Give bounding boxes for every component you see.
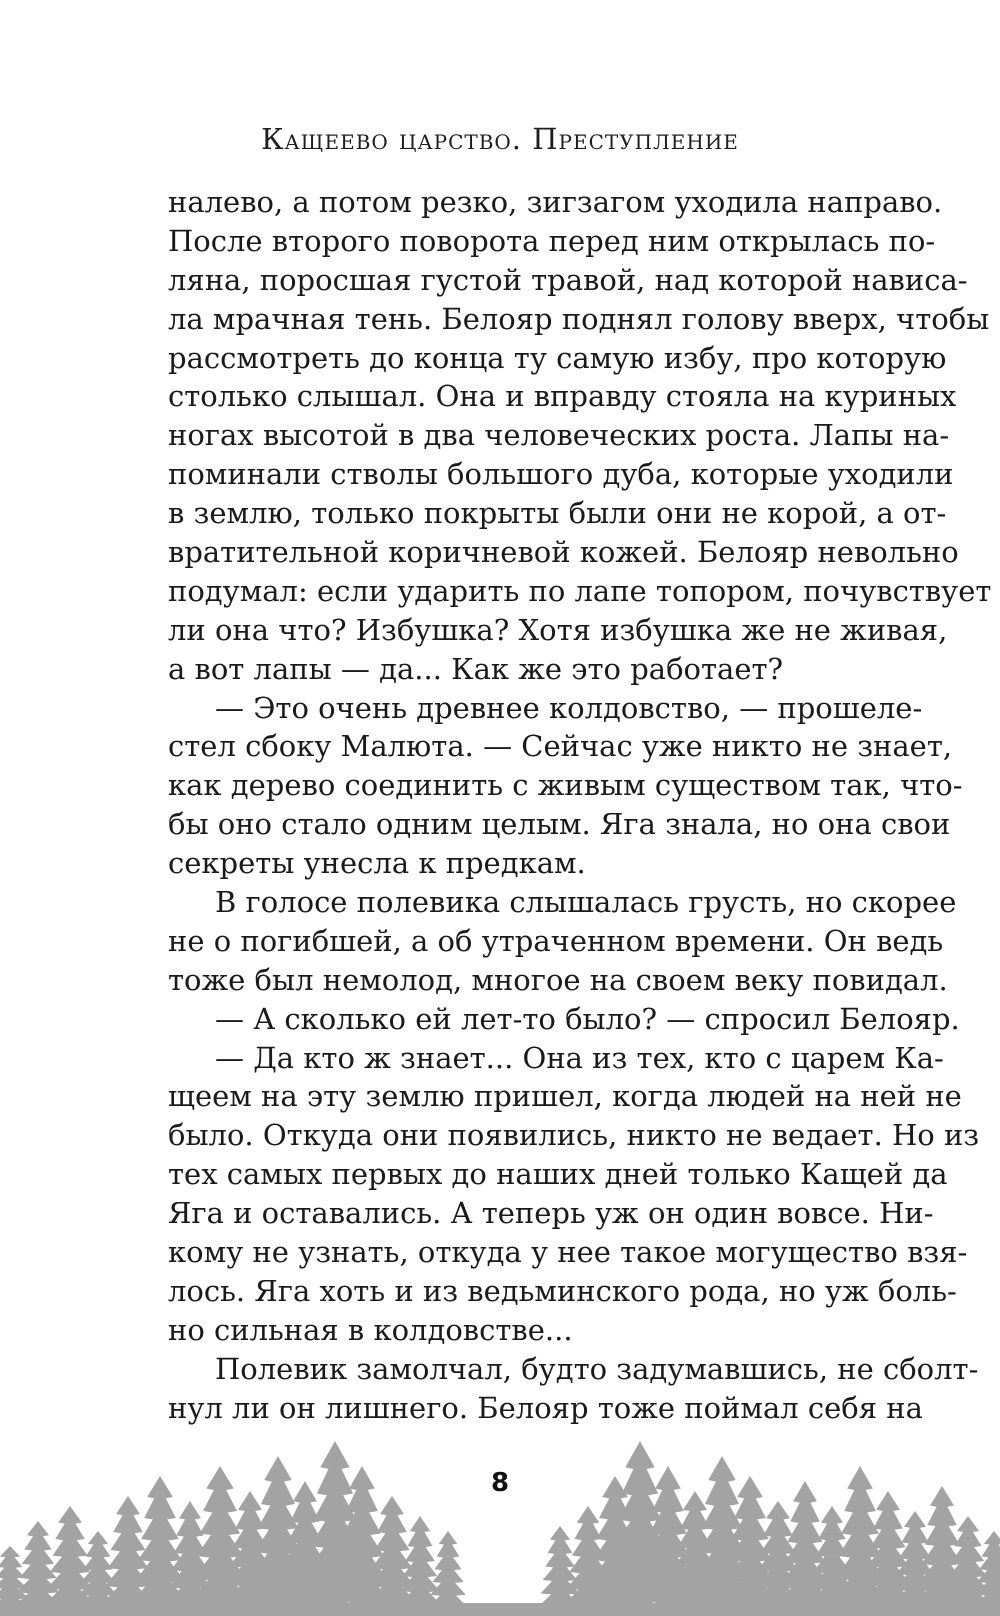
text-line: поминали стволы большого дуба, которые уходили [168, 457, 954, 492]
text-line: тех самых первых до наших дней только Кащей да [168, 1157, 948, 1192]
text-line: щеем на эту землю пришел, когда людей на ней не [168, 1079, 962, 1114]
text-line: Яга и оставались. А теперь уж он один вовсе. Ни- [168, 1196, 934, 1231]
text-line: нул ли он лишнего. Белояр тоже поймал себя на [168, 1390, 923, 1425]
text-line: в землю, только покрыты были они не корой, а от- [168, 496, 947, 531]
text-line: вратительной коричневой кожей. Белояр невольно [168, 535, 959, 570]
text-line: тоже был немолод, многое на своем веку повидал. [168, 962, 948, 997]
text-line: ляна, поросшая густой травой, над которой нависа- [168, 262, 968, 297]
page-number: 8 [490, 1468, 510, 1498]
text-line: столько слышал. Она и вправду стояла на куриных [168, 379, 957, 414]
text-line: — А сколько ей лет-то было? — спросил Белояр. [215, 1001, 960, 1036]
text-line: После второго поворота перед ним открылась по- [168, 223, 936, 258]
text-line: ли она что? Избушка? Хотя избушка же не живая, [168, 612, 948, 647]
text-line: ногах высотой в два человеческих роста. Лапы на- [168, 418, 950, 453]
text-line: лось. Яга хоть и из ведьминского рода, но уж боль- [168, 1273, 957, 1308]
text-line: было. Откуда они появились, никто не ведает. Но из [168, 1118, 980, 1153]
text-line: Полевик замолчал, будто задумавшись, не сболт- [215, 1351, 979, 1386]
text-block [168, 183, 992, 1428]
text-line: секреты унесла к предкам. [168, 846, 586, 881]
text-line: бы оно стало одним целым. Яга знала, но она свои [168, 807, 951, 842]
text-line: кому не узнать, откуда у нее такое могущество взя- [168, 1235, 968, 1270]
text-line: подумал: если ударить по лапе топором, почувствует [168, 573, 992, 608]
text-line: но сильная в колдовстве... [168, 1312, 573, 1347]
text-line: В голосе полевика слышалась грусть, но скорее [215, 885, 957, 920]
text-line: — Это очень древнее колдовство, — прошеле- [215, 690, 923, 725]
text-line: ла мрачная тень. Белояр поднял голову вверх, чтобы [168, 301, 990, 336]
ground-strip [0, 1603, 1000, 1616]
running-head: Кащеево царство. Преступление [261, 122, 739, 156]
text-line: стел сбоку Малюта. — Сейчас уже никто не знает, [168, 729, 953, 764]
text-line: а вот лапы — да... Как же это работает? [168, 651, 784, 686]
text-line: не о погибшей, а об утраченном времени. Он ведь [168, 923, 944, 958]
forest-illustration [0, 1425, 1000, 1616]
text-line: — Да кто ж знает... Она из тех, кто с царем Ка- [215, 1040, 944, 1075]
text-line: рассмотреть до конца ту самую избу, про которую [168, 340, 947, 375]
text-line: как дерево соединить с живым существом так, что- [168, 768, 963, 803]
text-line: налево, а потом резко, зигзагом уходила направо. [168, 185, 943, 219]
